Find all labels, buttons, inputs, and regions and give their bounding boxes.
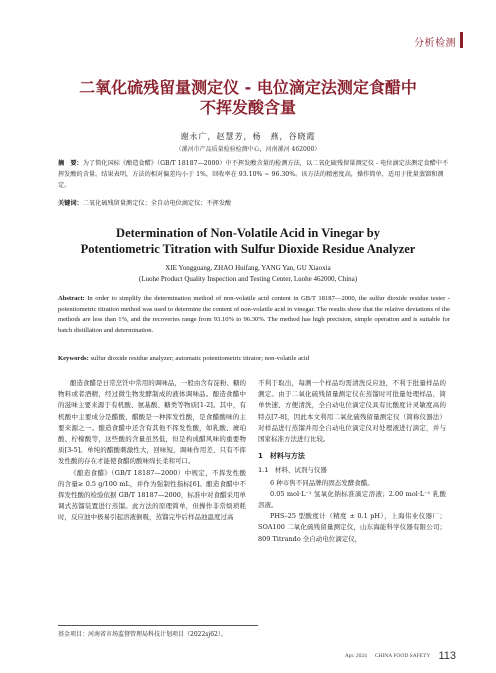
right-paragraph-2: 6 种市售不同品牌的固态发酵食醋。 [270,478,374,487]
chinese-keywords-label: 关键词： [58,200,83,207]
english-keywords [58,354,450,365]
english-abstract [58,294,450,336]
right-paragraph-3: 0.05 mol·L⁻¹ 氢氧化钠标准滴定溶液；2.00 mol·L⁻¹ 乳酸溶液。 [258,489,446,510]
english-abstract-text: In order to simplify the determination method of non-volatile acid content in GB/T 18187—2000, the sulfur dioxide residue tester - potentiometric titration method was used to determine the content of non-volatile acid in vinegar. The results show that the relative deviations of the methods are less than 1%, and the recoveries range from 93.10% to 96.30%. The method has high precision, simple operation and is suitable for batch distillation and determination. [58,295,450,334]
body-left-column [58,378,246,524]
page-footer [345,650,456,662]
footnote-rule [58,625,258,626]
english-keywords-text: sulfur dioxide residue analyzer; automatic potentiometric titrator; non-volatile acid [90,355,310,362]
chinese-abstract [58,158,450,191]
left-paragraph-2: 《酿造食醋》（GB/T 18187—2000）中规定，不挥发性酸的含量≥ 0.5 g/100 mL，并作为强制性指标[6]。酿造食醋中不挥发性酸的检验依据 GB/T 18187—2000，标准中对食醋采用单调式蒸馏装置进行蒸馏。此方法的原理简单，但操作非常烦琐耗时，反应池中极易引起溶液倒吸，蒸馏完毕后样品池温度过高 [58,468,246,522]
english-title-line-2: Potentiometric Titration with Sulfur Dioxide Residue Analyzer [80,242,416,256]
chinese-abstract-label: 摘 要： [58,160,83,167]
right-paragraph-4: PHS–25 型酸度计（精度 ± 0.1 pH），上海伟业仪器厂；SOA100 二氧化硫残留量测定仪，山东海能科学仪器有限公司；809 Titrando 全自动电位滴定仪， [258,512,446,543]
funding-footnote [58,629,227,638]
chinese-authors: 谢永广，赵慧芳，杨 燕，谷晓霞 [180,132,316,141]
english-title [0,225,496,257]
issue-date: Apr. 2024 [344,653,367,659]
left-paragraph-1: 酿造食醋是日常烹饪中常用的调味品，一般由含有淀粉、糖的物料或者酒精，经过微生物发酵制成的液体调味品。酿造食醋中的滋味主要来源于有机酸、氨基酸、糖类等物质[1-2]。其中，有机酸中主要成分是醋酸，醋酸是一种挥发性酸，是食醋酸味的主要来源之一。酿造食醋中还含有其他不挥发性酸，如乳酸、琥珀酸、柠檬酸等，这些酸的含量虽然低，但是构成醋风味的重要物质[3-5]。单纯的醋酸刺激性大，回味短，调味作用差，只有不挥发性酸的存在才能使食醋的酸味绵长柔和可口。 [58,379,246,466]
journal-name: CHINA FOOD SAFETY [374,653,431,659]
subsection-heading-1-1: 1.1 材料、试剂与仪器 [258,466,327,475]
english-abstract-label: Abstract: [58,295,85,302]
funding-label: 基金项目： [58,631,89,638]
chinese-abstract-text: 为了简化国标《酿造食醋》（GB/T 18187—2000）中不挥发酸含量的检测方法，以二氧化硫残留量测定仪 - 电位滴定法测定食醋中不挥发酸的含量。结果表明，方法的相对偏差均小于 1%，回收率在 93.10% ~ 96.30%。该方法的精密度高，操作简单，适用于批量蒸馏和测定。 [58,160,449,189]
page-number: 113 [438,650,456,662]
chinese-title-line-2: 不挥发酸含量 [199,98,296,117]
chinese-title-line-1: 二氧化硫残留量测定仪 - 电位滴定法测定食醋中 [79,78,417,97]
chinese-affiliation: （漯河市产品质量检验检测中心，河南漯河 462000） [175,146,321,153]
chinese-keywords [58,198,450,209]
english-affiliation: (Luohe Product Quality Inspection and Testing Center, Luohe 462000, China) [138,275,358,283]
section-heading-1: 1 材料与方法 [258,452,305,461]
english-title-line-1: Determination of Non-Volatile Acid in Vinegar by [116,226,380,240]
section-tag: 分析检测 [414,38,456,49]
chinese-title [0,78,496,118]
english-authors: XIE Yongguang, ZHAO Huifang, YANG Yan, GU Xiaoxia [165,264,331,272]
english-keywords-label: Keywords: [58,355,89,362]
funding-text: 河南省市场监督管理局科技计划项目（2022sj62）。 [88,631,227,638]
body-right-column [258,378,446,545]
right-paragraph-1: 不利于取出，每测一个样品均需清洗反应池，不利于批量样品的测定。由于二氧化硫残留量测定仪在蒸馏时可批量处理样品，简单快速、方便清洗，全自动电位滴定仪具有比酸度计灵敏度高的特点[7-8]，因此本文利用二氧化硫残留量测定仪（简称仪器法）对样品进行蒸馏并用全自动电位滴定仪对处理液进行滴定，并与国家标准方法进行比较。 [258,379,446,444]
chinese-keywords-text: 二氧化硫残留量测定仪；全自动电位滴定仪；不挥发酸 [82,200,232,207]
section-marker-bar [460,32,463,48]
